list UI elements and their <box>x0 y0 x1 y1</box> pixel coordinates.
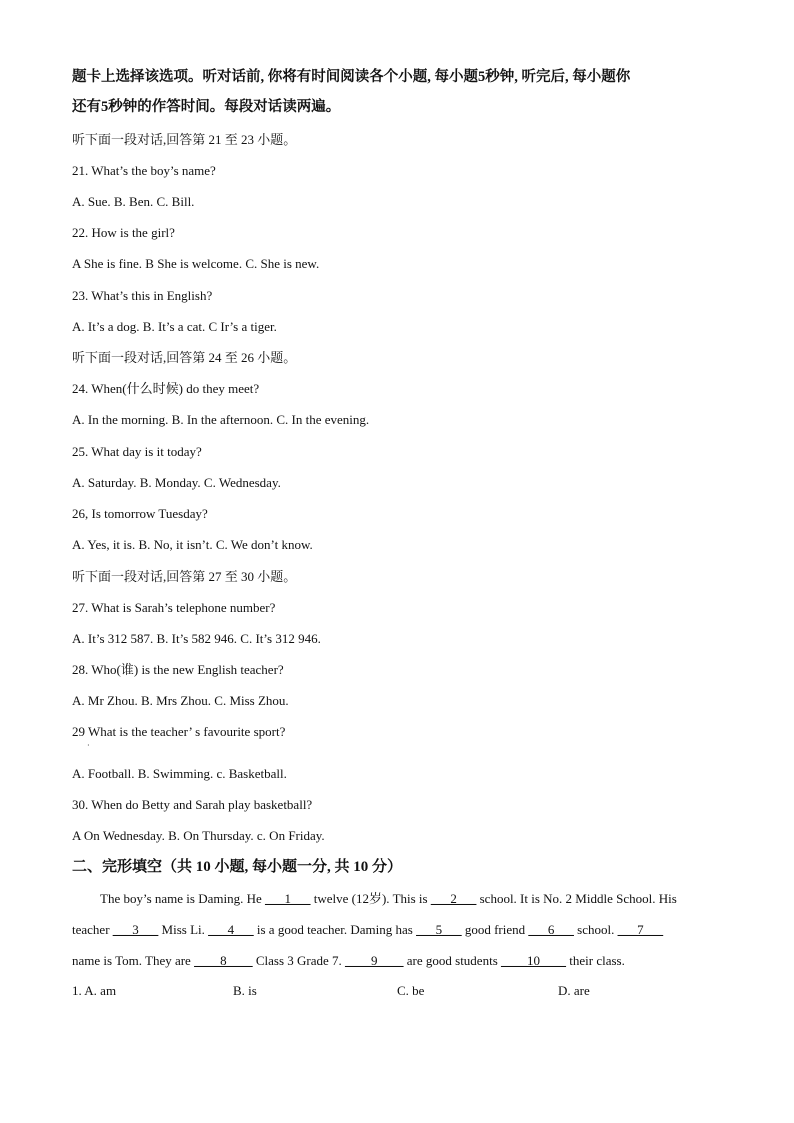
cloze-paragraph-line-1 <box>100 891 677 907</box>
cloze-text: is a good teacher. Daming has <box>253 922 417 937</box>
cloze-paragraph-line-3 <box>72 953 625 969</box>
option-a: 1. A. am <box>72 983 117 998</box>
option-d: D. are <box>558 983 590 998</box>
question-21: 21. What’s the boy’s name? <box>72 163 216 178</box>
question-27: 27. What is Sarah’s telephone number? <box>72 600 276 615</box>
question-24: 24. When(什么时候) do they meet? <box>72 381 260 396</box>
cloze-text: good friend <box>461 922 529 937</box>
cloze-text: The boy’s name is Daming. He <box>100 891 265 906</box>
stray-dot: · <box>87 741 90 750</box>
question-30: 30. When do Betty and Sarah play basketball? <box>72 797 313 812</box>
question-23: 23. What’s this in English? <box>72 288 213 303</box>
question-22-options: A She is fine. B She is welcome. C. She is new. <box>72 256 320 271</box>
question-26: 26, Is tomorrow Tuesday? <box>72 506 208 521</box>
cloze-text: twelve (12岁). This is <box>310 891 431 906</box>
blank-1: ___1___ <box>265 891 311 906</box>
cloze-text: their class. <box>566 953 625 968</box>
blank-3: ___3___ <box>112 922 159 937</box>
cloze-paragraph-line-2 <box>72 922 663 938</box>
question-26-options: A. Yes, it is. B. No, it isn’t. C. We don’t know. <box>72 537 313 552</box>
cloze-text: Class 3 Grade 7. <box>252 953 346 968</box>
section-heading: 二、完形填空（共 10 小题, 每小题一分, 共 10 分） <box>72 859 403 875</box>
blank-10: ____10____ <box>501 953 566 968</box>
question-28: 28. Who(谁) is the new English teacher? <box>72 662 284 677</box>
cloze-text: Miss Li. <box>158 922 209 937</box>
option-c: C. be <box>397 983 425 998</box>
blank-8: ____8____ <box>194 953 253 968</box>
blank-5: ___5___ <box>416 922 462 937</box>
question-22: 22. How is the girl? <box>72 225 175 240</box>
cloze-text: name is Tom. They are <box>72 953 195 968</box>
blank-7: ___7___ <box>617 922 664 937</box>
question-25-options: A. Saturday. B. Monday. C. Wednesday. <box>72 475 281 490</box>
cloze-text: school. <box>573 922 618 937</box>
cloze-text: are good students <box>403 953 501 968</box>
question-23-options: A. It’s a dog. B. It’s a cat. C Ir’s a tiger. <box>72 319 277 334</box>
intro-line-2: 还有5秒钟的作答时间。每段对话读两遍。 <box>72 99 341 115</box>
question-28-options: A. Mr Zhou. B. Mrs Zhou. C. Miss Zhou. <box>72 693 289 708</box>
question-29-options: A. Football. B. Swimming. c. Basketball. <box>72 766 287 781</box>
cloze-text: teacher <box>72 922 113 937</box>
question-30-options: A On Wednesday. B. On Thursday. c. On Friday. <box>72 828 325 843</box>
blank-9: ____9____ <box>345 953 404 968</box>
question-27-options: A. It’s 312 587. B. It’s 582 946. C. It’s 312 946. <box>72 631 321 646</box>
question-24-options: A. In the morning. B. In the afternoon. C. In the evening. <box>72 412 370 427</box>
blank-2: ___2___ <box>430 891 477 906</box>
blank-6: ___6___ <box>528 922 574 937</box>
question-29: 29 What is the teacher’ s favourite sport? <box>72 724 286 739</box>
cloze-text: school. It is No. 2 Middle School. His <box>476 891 677 906</box>
intro-line-1: 题卡上选择该选项。听对话前, 你将有时间阅读各个小题, 每小题5秒钟, 听完后, 每小题你 <box>72 69 631 85</box>
question-25: 25. What day is it today? <box>72 444 202 459</box>
listening-instruction: 听下面一段对话,回答第 27 至 30 小题。 <box>72 569 297 584</box>
blank-4: ___4___ <box>208 922 254 937</box>
listening-instruction: 听下面一段对话,回答第 24 至 26 小题。 <box>72 350 297 365</box>
listening-instruction: 听下面一段对话,回答第 21 至 23 小题。 <box>72 132 297 147</box>
question-21-options: A. Sue. B. Ben. C. Bill. <box>72 194 195 209</box>
option-b: B. is <box>233 983 257 998</box>
